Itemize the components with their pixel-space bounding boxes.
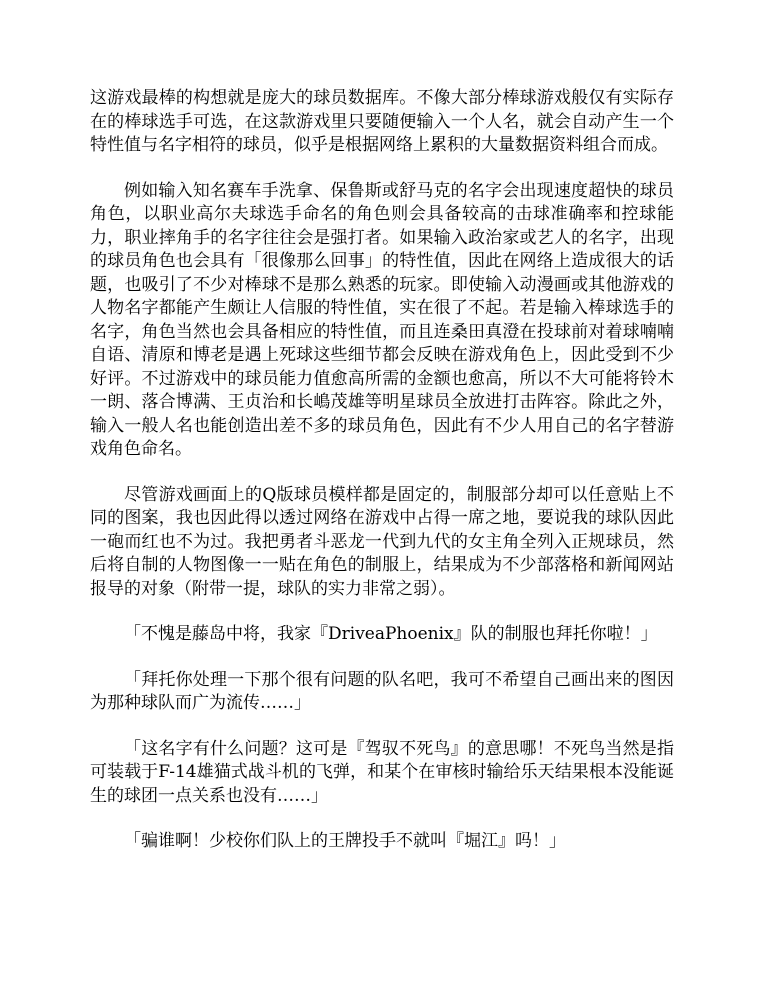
dialogue-line-1: 「不愧是藤岛中将，我家『DriveaPhoenix』队的制服也拜托你啦！」 bbox=[124, 624, 658, 644]
document-page bbox=[90, 87, 674, 876]
dialogue-line-2: 「拜托你处理一下那个很有问题的队名吧，我可不希望自己画出来的图因为那种球队而广为流传……」 bbox=[90, 669, 674, 713]
paragraph-3: 尽管游戏画面上的Q版球员模样都是固定的，制服部分却可以任意贴上不同的图案，我也因此得以透过网络在游戏中占得一席之地，要说我的球队因此一砲而红也不为过。我把勇者斗恶龙一代到九代的女主角全列入正规球员，然后将自制的人物图像一一贴在角色的制服上，结果成为不少部落格和新闻网站报导的对象（附带一提，球队的实力非常之弱）。 bbox=[90, 484, 674, 599]
paragraph-2: 例如输入知名赛车手洗拿、保鲁斯或舒马克的名字会出现速度超快的球员角色，以职业高尔夫球选手命名的角色则会具备较高的击球准确率和控球能力，职业摔角手的名字往往会是强打者。如果输入政治家或艺人的名字，出现的球员角色也会具有「很像那么回事」的特性值，因此在网络上造成很大的话题，也吸引了不少对棒球不是那么熟悉的玩家。即使输入动漫画或其他游戏的人物名字都能产生颇让人信服的特性值，实在很了不起。若是输入棒球选手的名字，角色当然也会具备相应的特性值，而且连桑田真澄在投球前对着球喃喃自语、清原和博老是遇上死球这些细节都会反映在游戏角色上，因此受到不少好评。不过游戏中的球员能力值愈高所需的金额也愈高，所以不大可能将铃木一朗、落合博满、王贞治和长嶋茂雄等明星球员全放进打击阵容。除此之外，输入一般人名也能创造出差不多的球员角色，因此有不少人用自己的名字替游戏角色命名。 bbox=[90, 180, 674, 459]
dialogue-line-3: 「这名字有什么问题？这可是『驾驭不死鸟』的意思哪！不死鸟当然是指可装载于F-14雄猫式战斗机的飞弹，和某个在审核时输给乐天结果根本没能诞生的球团一点关系也没有……」 bbox=[90, 738, 674, 806]
dialogue-line-4: 「骗谁啊！少校你们队上的王牌投手不就叫『堀江』吗！」 bbox=[124, 831, 566, 851]
paragraph-1: 这游戏最棒的构想就是庞大的球员数据库。不像大部分棒球游戏般仅有实际存在的棒球选手可选，在这款游戏里只要随便输入一个人名，就会自动产生一个特性值与名字相符的球员，似乎是根据网络上累积的大量数据资料组合而成。 bbox=[90, 88, 674, 155]
